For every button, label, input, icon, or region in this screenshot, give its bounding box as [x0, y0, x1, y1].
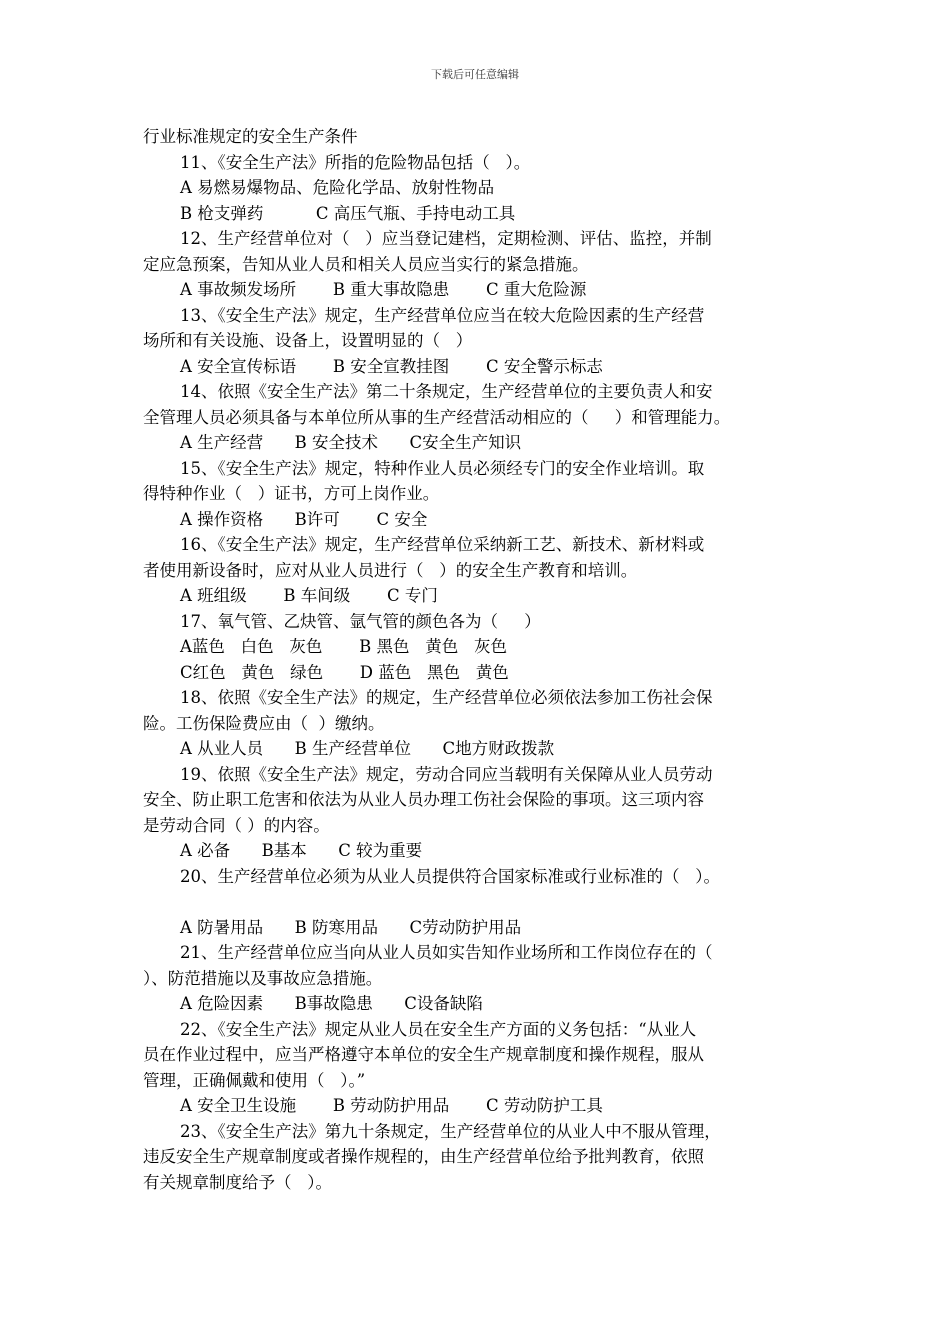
text-line: 员在作业过程中，应当严格遵守本单位的安全生产规章制度和操作规程，服从: [143, 1045, 704, 1064]
text-line: 全管理人员必须具备与本单位所从事的生产经营活动相应的（ ）和管理能力。: [143, 407, 731, 427]
text-line: 险。工伤保险费应由（ ）缴纳。: [143, 713, 385, 733]
text-line: A 从业人员 B 生产经营单位 C地方财政拨款: [180, 739, 555, 758]
text-line: 13、《安全生产法》规定，生产经营单位应当在较大危险因素的生产经营: [180, 305, 705, 325]
text-line: 安全、防止职工危害和依法为从业人员办理工伤社会保险的事项。这三项内容: [143, 790, 704, 809]
text-line: ）、防范措施以及事故应急措施。: [143, 968, 383, 988]
text-line: B 枪支弹药 C 高压气瓶、手持电动工具: [180, 203, 516, 223]
text-line: A 事故频发场所 B 重大事故隐患 C 重大危险源: [180, 280, 587, 299]
text-line: 15、《安全生产法》规定，特种作业人员必须经专门的安全作业培训。取: [180, 458, 705, 478]
text-line: 16、《安全生产法》规定，生产经营单位采纳新工艺、新技术、新材料或: [180, 535, 705, 554]
text-line: A 生产经营 B 安全技术 C安全生产知识: [180, 433, 522, 452]
text-line: A 危险因素 B事故隐患 C设备缺陷: [180, 994, 483, 1013]
text-line: 14、依照《安全生产法》第二十条规定，生产经营单位的主要负责人和安: [180, 382, 713, 401]
page-header: 下载后可任意编辑: [431, 68, 519, 81]
text-line: A 必备 B基本 C 较为重要: [180, 841, 423, 860]
document-body: [143, 124, 823, 1195]
text-line: 行业标准规定的安全生产条件: [143, 127, 358, 146]
text-line: 21、生产经营单位应当向从业人员如实告知作业场所和工作岗位存在的（: [180, 943, 713, 962]
text-line: A 易燃易爆物品、危险化学品、放射性物品: [180, 178, 495, 197]
text-line: C红色 黄色 绿色 D 蓝色 黑色 黄色: [180, 662, 509, 682]
text-line: 是劳动合同（ ）的内容。: [143, 815, 330, 835]
text-line: A蓝色 白色 灰色 B 黑色 黄色 灰色: [180, 637, 507, 656]
text-line: 违反安全生产规章制度或者操作规程的，由生产经营单位给予批判教育，依照: [143, 1147, 704, 1166]
text-line: 场所和有关设施、设备上，设置明显的（ ）: [143, 331, 473, 350]
text-line: [143, 889, 823, 915]
text-line: A 操作资格 B许可 C 安全: [180, 509, 428, 529]
text-line: A 安全宣传标语 B 安全宣教挂图 C 安全警示标志: [180, 356, 603, 376]
text-line: 定应急预案，告知从业人员和相关人员应当实行的紧急措施。: [143, 254, 589, 274]
text-line: 11、《安全生产法》所指的危险物品包括（ ）。: [180, 152, 531, 172]
text-line: 17、氧气管、乙炔管、氩气管的颜色各为（ ）: [180, 611, 541, 631]
text-line: A 防暑用品 B 防寒用品 C劳动防护用品: [180, 917, 522, 937]
text-line: 20、生产经营单位必须为从业人员提供符合国家标准或行业标准的（ ）。: [180, 866, 720, 886]
text-line: 有关规章制度给予（ ）。: [143, 1172, 332, 1192]
text-line: 18、依照《安全生产法》的规定，生产经营单位必须依法参加工伤社会保: [180, 688, 713, 707]
text-line: 22、《安全生产法》规定从业人员在安全生产方面的义务包括：“从业人: [180, 1019, 697, 1039]
text-line: 得特种作业（ ）证书，方可上岗作业。: [143, 484, 440, 503]
text-line: 管理，正确佩戴和使用（ ）。”: [143, 1070, 366, 1090]
text-line: 23、《安全生产法》第九十条规定，生产经营单位的从业人中不服从管理，: [180, 1121, 721, 1141]
text-line: 者使用新设备时，应对从业人员进行（ ）的安全生产教育和培训。: [143, 560, 638, 580]
text-line: 12、生产经营单位对（ ）应当登记建档，定期检测、评估、监控，并制: [180, 229, 712, 248]
text-line: A 安全卫生设施 B 劳动防护用品 C 劳动防护工具: [180, 1096, 603, 1115]
text-line: A 班组级 B 车间级 C 专门: [180, 586, 438, 605]
text-line: 19、依照《安全生产法》规定，劳动合同应当载明有关保障从业人员劳动: [180, 764, 713, 784]
